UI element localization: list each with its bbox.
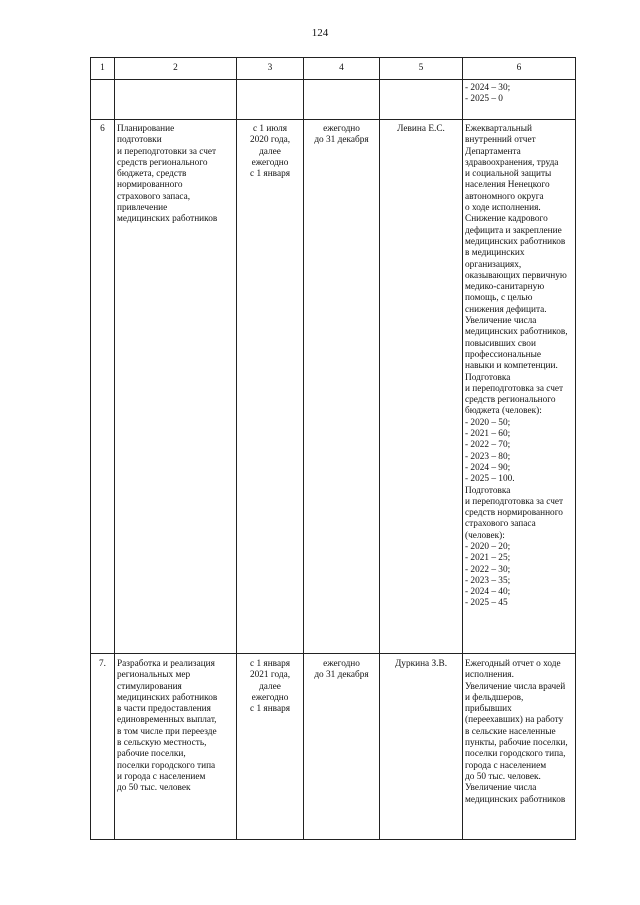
text-line: Снижение кадрового xyxy=(465,214,548,225)
text-line: медико-санитарную xyxy=(465,282,545,293)
cell-num: 7. xyxy=(91,654,115,840)
text-line: - 2025 – 100. xyxy=(465,474,515,485)
cell-num xyxy=(91,80,115,120)
text-line: Увеличение числа врачей xyxy=(465,681,566,692)
cell-num: 6 xyxy=(91,120,115,654)
cell-deadline xyxy=(304,654,380,840)
text-line: в медицинских xyxy=(465,248,525,259)
table-row-7 xyxy=(91,654,576,840)
text-line: Ежеквартальный xyxy=(465,124,533,134)
text-line: поселки городского типа xyxy=(117,760,216,771)
text-line: рабочие поселки, xyxy=(117,749,186,760)
column-header: 2 xyxy=(115,58,237,80)
cell-start xyxy=(237,80,304,120)
text-line: ежегодно xyxy=(323,659,360,669)
text-line: пункты, рабочие поселки, xyxy=(465,738,568,749)
text-line: региональных мер xyxy=(117,670,191,681)
text-line: ежегодно xyxy=(323,124,360,134)
text-line: в том числе при переезде xyxy=(117,726,217,737)
text-line: бюджета, средств xyxy=(117,169,187,180)
text-line: - 2022 – 70; xyxy=(465,440,511,451)
text-line: Увеличение числа xyxy=(465,783,537,794)
text-line: - 2020 – 20; xyxy=(465,541,511,552)
text-line: стимулирования xyxy=(117,681,182,692)
cell-responsible: Левина Е.С. xyxy=(380,120,463,654)
cell-name xyxy=(115,654,237,840)
text-line: внутренний отчет xyxy=(465,135,536,146)
text-line: снижения дефицита. xyxy=(465,304,547,315)
text-line: организациях, xyxy=(465,259,522,270)
text-line: средств регионального xyxy=(465,395,556,406)
text-line: с 1 января xyxy=(250,659,290,669)
cell-name xyxy=(115,120,237,654)
text-line: прибывших xyxy=(465,704,512,715)
text-line: до 31 декабря xyxy=(314,135,369,146)
cell-start xyxy=(237,654,304,840)
text-line: - 2023 – 35; xyxy=(465,575,511,586)
cell-start xyxy=(237,120,304,654)
text-line: навыки и компетенции. xyxy=(465,361,558,372)
cell-name xyxy=(115,80,237,120)
text-line: - 2020 – 50; xyxy=(465,417,511,428)
text-line: автономного округа xyxy=(465,191,544,202)
cell-deadline xyxy=(304,120,380,654)
column-header: 5 xyxy=(380,58,463,80)
text-line: (человек): xyxy=(465,530,505,541)
cell-result xyxy=(463,654,576,840)
text-line: и города с населением xyxy=(117,771,206,782)
text-line: и переподготовка за счет xyxy=(465,496,564,507)
table-row-6 xyxy=(91,120,576,654)
text-line: города с населением xyxy=(465,760,547,771)
text-line: и переподготовки за счет xyxy=(117,146,217,157)
text-line: средств регионального xyxy=(117,157,208,168)
text-line: исполнения. xyxy=(465,670,514,681)
text-line: медицинских работников, xyxy=(465,327,568,338)
text-line: 2020 года, xyxy=(249,135,291,146)
text-line: Планирование xyxy=(117,124,175,134)
text-line: - 2021 – 25; xyxy=(465,553,511,564)
column-header: 1 xyxy=(91,58,115,80)
text-line: медицинских работников xyxy=(117,692,218,703)
text-line: в сельские населенные xyxy=(465,726,556,737)
text-line: Ежегодный отчет о ходе xyxy=(465,659,561,669)
text-line: страхового запаса xyxy=(465,519,536,530)
text-line: средств нормированного xyxy=(465,508,563,519)
column-header: 6 xyxy=(463,58,576,80)
text-line: в сельскую местность, xyxy=(117,738,207,749)
plan-table xyxy=(90,57,576,840)
text-line: Увеличение числа xyxy=(465,316,537,327)
text-line: здравоохранения, труда xyxy=(465,157,559,168)
header-row xyxy=(91,58,576,80)
text-line: ежегодно xyxy=(251,692,289,703)
text-line: - 2024 – 30; xyxy=(465,83,511,93)
text-line: помощь, с целью xyxy=(465,293,533,304)
text-line: поселки городского типа, xyxy=(465,749,566,760)
text-line: - 2023 – 80; xyxy=(465,451,511,462)
text-line: (переехавших) на работу xyxy=(465,715,564,726)
column-header: 3 xyxy=(237,58,304,80)
text-line: ежегодно xyxy=(251,157,289,168)
cell-result xyxy=(463,80,576,120)
text-line: бюджета (человек): xyxy=(465,406,542,417)
text-line: с 1 июля xyxy=(252,124,288,134)
text-line: нормированного xyxy=(117,180,183,191)
text-line: - 2024 – 90; xyxy=(465,462,511,473)
text-line: до 31 декабря xyxy=(314,670,369,681)
continuation-row xyxy=(91,80,576,120)
text-line: - 2025 – 45 xyxy=(465,598,508,609)
text-line: профессиональные xyxy=(465,349,541,360)
cell-responsible xyxy=(380,80,463,120)
text-line: с 1 января xyxy=(250,169,290,180)
text-line: до 50 тыс. человек xyxy=(117,783,191,794)
text-line: - 2024 – 40; xyxy=(465,587,511,598)
cell-deadline xyxy=(304,80,380,120)
text-line: и переподготовка за счет xyxy=(465,383,564,394)
text-line: населения Ненецкого xyxy=(465,180,550,191)
text-line: далее xyxy=(259,681,281,692)
text-line: Департамента xyxy=(465,146,521,157)
text-line: медицинских работников xyxy=(117,214,218,225)
text-line: страхового запаса, xyxy=(117,191,191,202)
text-line: далее xyxy=(259,146,281,157)
text-line: - 2022 – 30; xyxy=(465,564,511,575)
text-line: и социальной защиты xyxy=(465,169,552,180)
text-line: медицинских работников xyxy=(465,794,566,805)
text-line: Подготовка xyxy=(465,372,511,383)
text-line: 2021 года, xyxy=(249,670,291,681)
text-line: подготовки xyxy=(117,135,162,146)
text-line: единовременных выплат, xyxy=(117,715,217,726)
text-line: - 2021 – 60; xyxy=(465,429,511,440)
text-line: повысивших свои xyxy=(465,338,536,349)
text-line: медицинских работников xyxy=(465,236,566,247)
cell-responsible: Дуркина З.В. xyxy=(380,654,463,840)
text-line: о ходе исполнения. xyxy=(465,203,541,214)
column-header: 4 xyxy=(304,58,380,80)
text-line: с 1 января xyxy=(250,704,290,715)
text-line: в части предоставления xyxy=(117,704,211,715)
page-number: 124 xyxy=(311,27,329,39)
text-line: и фельдшеров, xyxy=(465,692,524,703)
text-line: - 2025 – 0 xyxy=(465,94,503,105)
text-line: Подготовка xyxy=(465,485,511,496)
text-line: дефицита и закрепление xyxy=(465,225,562,236)
text-line: оказывающих первичную xyxy=(465,270,567,281)
text-line: до 50 тыс. человек. xyxy=(465,771,541,782)
text-line: привлечение xyxy=(117,203,168,214)
text-line: Разработка и реализация xyxy=(117,659,215,669)
cell-result xyxy=(463,120,576,654)
